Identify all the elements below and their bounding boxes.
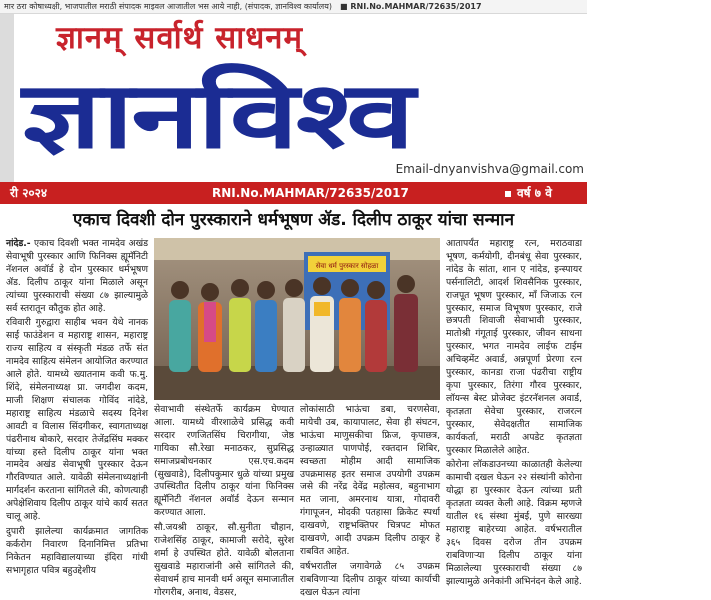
masthead bbox=[0, 14, 587, 182]
column-3-paragraph-1: लोकांसाठी भाऊंचा डबा, चरणसेवा, मायेची उब, कायापालट, सेवा ही संघटन, भाऊंचा माणुसकीचा फ्रिज, कृपाछत्र, उन्हाळ्यात पाणपोई, रक्तदान शिबिर, स्वच्छता मोहीम आदी सामाजिक उपक्रमासह इतर समाज उपयोगी उपक्रम जसे की नरेंद्र देवेंद्र महोत्सव, बहुनाभाग मत जाना, अमरनाथ यात्रा, गोदावरी गंगापूजन, मोदकी पतहासा क्रिकेट स्पर्धा दाखवणे, राष्ट्रभक्तिपर चित्रपट मोफत दाखवणे, आदी उपक्रम दिलीप ठाकूर हे राबवित आहेत. bbox=[300, 404, 440, 557]
date-bar-rni: RNI.No.MAHMAR/72635/2017 bbox=[212, 186, 409, 200]
column-2-paragraph-2: सौ.जयश्री ठाकूर, सौ.सुनीता चौहान, राजेशसिंह ठाकूर, कामाजी सरोदे, सुरेश शर्मा हे उपस्थित होते. यावेळी बोलताना सुखवाडे महाराजांनी असे सांगितले की, सेवाधर्म हाच मानवी धर्म असून समाजातील गोरगरीब, अनाथ, वेडसर, bbox=[154, 522, 294, 598]
column-4-paragraph-2: कोरोना लॉकडाउनच्या काळातही केलेल्या कामाची दखल घेऊन २२ संस्थांनी कोरोना योद्धा हा पुरस्कार देऊन त्यांच्या प्रती कृतज्ञता व्यक्त केली आहे. विक्रम म्हणजे यातील १६ संस्था मुंबई, पुणे सारख्या महाराष्ट्र बाहेरच्या आहेत. वर्षभरातील ३६५ दिवस दरोज तीन उपक्रम राबविणाऱ्या दिलीप ठाकूर यांना मिळालेल्या पुरस्काराची संख्या ८७ झाल्यामुळे अनेकांनी अभिनंदन केले आहे. bbox=[446, 459, 582, 587]
date-bar-year bbox=[505, 185, 552, 201]
article-column-2 bbox=[154, 404, 294, 598]
date-bar-date: री २०२४ bbox=[10, 186, 48, 200]
masthead-email: Email-dnyanvishva@gmail.com bbox=[395, 162, 584, 176]
article-column-3 bbox=[300, 404, 440, 598]
masthead-left-band bbox=[0, 14, 14, 182]
top-strip-rni: ■ RNI.No.MAHMAR/72635/2017 bbox=[340, 2, 482, 11]
square-bullet-icon bbox=[505, 191, 511, 197]
dateline: नांदेड.- bbox=[6, 238, 31, 249]
people-group bbox=[169, 275, 418, 372]
article-headline: एकाच दिवशी दोन पुरस्काराने धर्मभूषण ॲड. दिलीप ठाकूर यांचा सन्मान bbox=[73, 210, 514, 230]
event-photo-illustration bbox=[154, 238, 440, 400]
article-column-4 bbox=[446, 238, 582, 587]
column-1-text-1: एकाच दिवशी भक्त नामदेव अखंड सेवाभूषी पुरस्कार आणि फिनिक्स ह्यूमॅनिटी नॅशनल अवॉर्ड हे दोन पुरस्कार धर्मभूषण ॲड. दिलीप ठाकूर यांना मिळाले असून त्यांच्या पुरस्काराची संख्या ८७ झाल्यामुळे सर्व स्तरातून कौतुक होत आहे. bbox=[6, 238, 149, 314]
stage-banner-text: सेवा धर्म पुरस्कार सोहळा bbox=[315, 262, 379, 270]
masthead-motto: ज्ञानम् सर्वार्थ साधनम् bbox=[56, 20, 304, 56]
masthead-title: ज्ञानविश्व bbox=[22, 62, 413, 169]
date-bar bbox=[0, 182, 587, 204]
column-1-paragraph-1 bbox=[6, 238, 148, 315]
column-1-paragraph-2: रविवारी गुरुद्वारा साहीब भवन येथे नानक साई फाउंडेशन व महाराष्ट्र शासन, महाराष्ट्र राज्य साहित्य व संस्कृती मंडळ तर्फे संत नामदेव साहित्य संमेलन आयोजित करण्यात आले होते. यामध्ये ख्यातनाम कवी फ.मु. शिंदे, संमेलनाध्यक्ष प्रा. जगदीश कदम, माजी शिक्षण संचालक गोविंद नांदेडे, महाराष्ट्र साहित्य मंडळाचे सदस्य दिनेश आवटी व विलास सिंदगीकर, स्वागताध्यक्ष पंढरीनाथ बोकारे, सरदार तेजेंद्रसिंघ मक्कर यांच्या हस्ते दिलीप ठाकूर यांना भक्त नामदेव अखंड सेवाभूषी पुरस्कार देऊन गौरविण्यात आले. यावेळी संमेलनाध्यक्षांनी मार्गदर्शन करताना सांगितले की, कोणत्याही अपेक्षेशिवाय दिलीप ठाकूर यांचे कार्य सतत चालू आहे. bbox=[6, 317, 148, 523]
top-strip bbox=[0, 0, 587, 14]
top-strip-left-text: मार ठरा कोषाध्यक्षी, भाजपातील मराठी संपादक माइवल आजातील भस आये नाही, (संपादक, ज्ञानविश्व कार्यालय) bbox=[4, 2, 332, 11]
column-3-paragraph-2: वर्षभरातील जगावेगळे ८५ उपक्रम राबविणाऱ्या दिलीप ठाकूर यांच्या कार्याची दखल घेऊन त्यांना bbox=[300, 560, 440, 598]
column-2-paragraph-1: सेवाभावी संस्थेतर्फे कार्यक्रम घेण्यात आला. यामध्ये वीरशाळेचे प्रसिद्ध कवी सरदार रणजितसिंघ चिरागीया, जेष्ठ गायिका सौ.रेखा मनाठकर, सुप्रसिद्ध समाजप्रबोधनकार एस.एच.कदम (सुखवाडे), दिलीपकुमार धुळे यांच्या प्रमुख उपस्थितीत दिलीप ठाकूर यांना फिनिक्स ह्यूमॅनिटी नॅशनल अवॉर्ड देऊन सन्मान करण्यात आला. bbox=[154, 404, 294, 519]
date-bar-year-label: वर्ष ७ वे bbox=[517, 186, 552, 200]
column-1-paragraph-3: दुपारी झालेल्या कार्यक्रमात जागतिक कर्करोग निवारण दिनानिमित्त प्रतिभा निकेतन महाविद्यालयाच्या इंदिरा गांधी सभागृहात पवित्र बहुउद्देशीय bbox=[6, 525, 148, 576]
event-photo bbox=[154, 238, 440, 400]
column-4-paragraph-1: आतापर्यंत महाराष्ट्र रत्न, मराठवाडा भूषण, कर्मयोगी, दीनबंधू सेवा पुरस्कार, नांदेड के सांता, शान ए नांदेड, इन्स्पायर पर्सनालिटी, आदर्श शिवसैनिक पुरस्कार, राजपूत भूषण पुरस्कार, माँ जिजाऊ रत्न पुरस्कार, समाज विभूषण पुरस्कार, राजे छत्रपती शिवाजी सेवाभावी पुरस्कार, मातोश्री गंगूताई पुरस्कार, जीवन साधना पुरस्कार, भगत नामदेव लाईफ टाईम अचिव्हमेंट अवार्ड, अन्नपूर्णा प्रेरणा रत्न पुरस्कार, कानडा राजा पंढरीचा राष्ट्रीय कृपा पुरस्कार, तिरंगा गौरव पुरस्कार, लॉयन्स बेस्ट प्रोजेक्ट इंटरनॅशनल अवार्ड, कृतज्ञता सेवेचा पुरस्कार, राजरत्न पुरस्कार, सेवेदक्षतीत सामाजिक कार्यकर्ता, मराठी अपडेट कृतज्ञता पुरस्कार मिळालेले आहेत. bbox=[446, 238, 582, 456]
article-column-1 bbox=[6, 238, 148, 581]
